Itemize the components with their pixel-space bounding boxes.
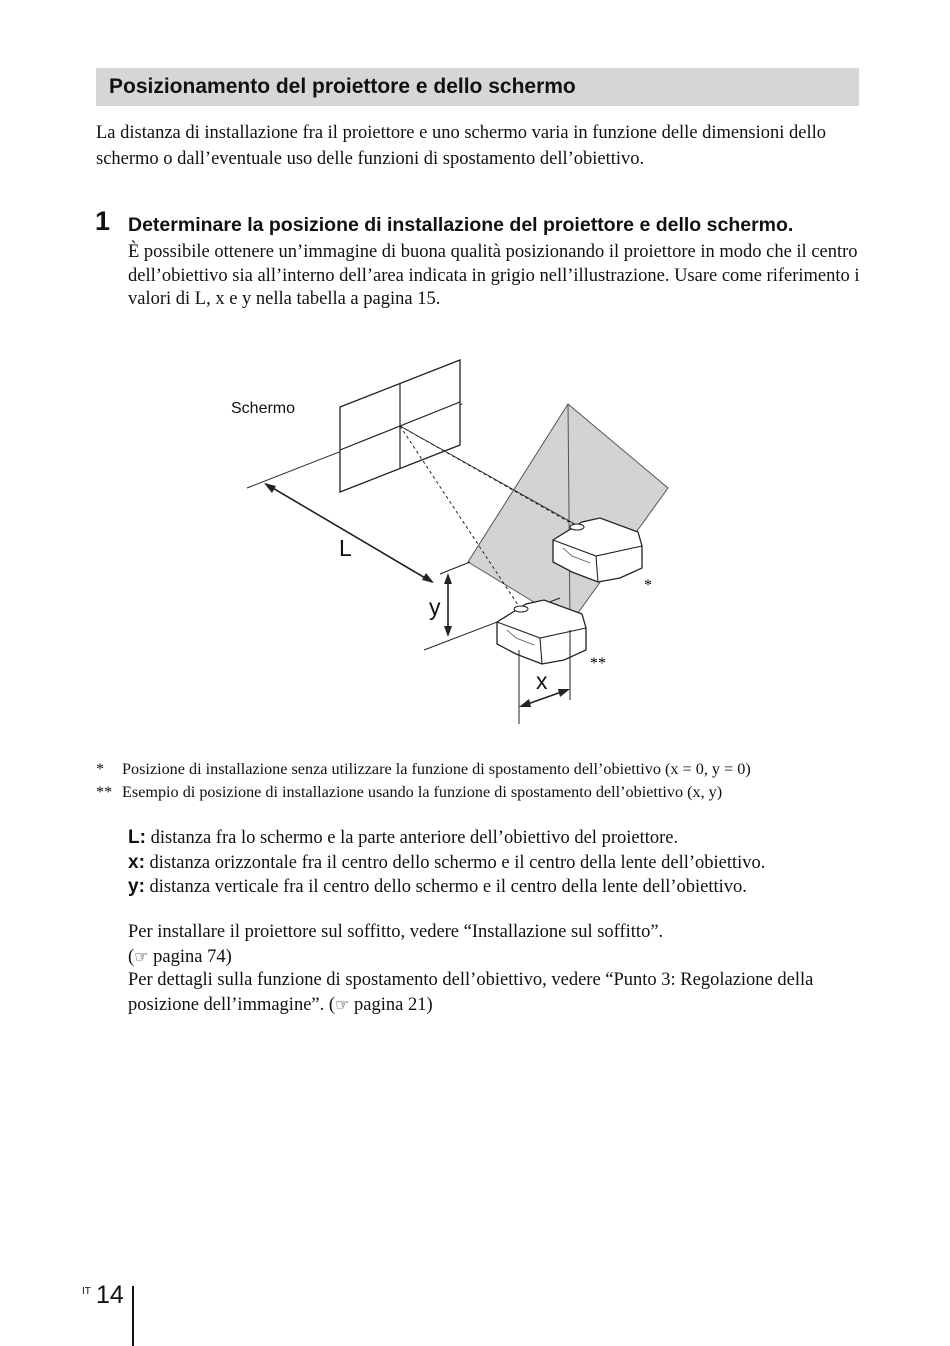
definition-key: L: [128, 827, 146, 848]
pointing-hand-icon: ☞ [335, 994, 350, 1014]
references [128, 921, 888, 1017]
arrowhead-icon [444, 573, 452, 584]
installation-diagram [0, 340, 950, 740]
y-label: y [429, 594, 441, 620]
footnote [96, 781, 886, 804]
footnote-mark: ** [96, 783, 113, 801]
definition-item [128, 826, 888, 851]
footnote-text: Posizione di installazione senza utilizzare la funzione di spostamento dell’obiettivo (x = 0, y = 0) [122, 760, 751, 778]
section-header [96, 68, 859, 106]
definition-item [128, 875, 888, 900]
arrowhead-icon [264, 483, 276, 493]
double-asterisk-mark: ** [590, 655, 606, 672]
section-title: Posizionamento del proiettore e dello schermo [109, 75, 576, 98]
page-reference-link[interactable]: pagina 21) [354, 994, 433, 1015]
definition-text: distanza verticale fra il centro dello schermo e il centro della lente dell’obiettivo. [149, 877, 747, 897]
arrowhead-icon [444, 626, 452, 637]
definition-text: distanza orizzontale fra il centro dello schermo e il centro della lente dell’obiettivo. [149, 852, 766, 873]
lens-shift-reference [128, 969, 888, 1017]
lens-shift-reference-text: Per dettagli sulla funzione di spostamento dell’obiettivo, vedere “Punto 3: Regolazione della posizione dell’immagine”. ( [128, 970, 814, 1015]
footnote-text: Esempio di posizione di installazione usando la funzione di spostamento dell’obiettivo (x, y) [122, 783, 723, 801]
definition-list [128, 826, 888, 900]
y-reference-line [440, 562, 470, 574]
single-asterisk-mark: * [644, 577, 652, 594]
page-reference-link[interactable]: pagina 74) [153, 946, 232, 967]
pointing-hand-icon: ☞ [134, 946, 149, 966]
language-code: IT [82, 1286, 91, 1297]
l-dimension-arrow [266, 484, 432, 582]
arrowhead-icon [558, 689, 570, 697]
step-title: Determinare la posizione di installazione del proiettore e dello schermo. [128, 214, 794, 236]
page-number: 14 [96, 1281, 124, 1309]
definition-key: y: [128, 876, 145, 897]
footnotes [96, 758, 886, 804]
definition-item [128, 851, 888, 876]
footnote [96, 758, 886, 781]
arrowhead-icon [519, 699, 531, 707]
intro-paragraph: La distanza di installazione fra il proiettore e uno schermo varia in funzione delle dimensioni dello schermo o dall’eventuale uso delle funzioni di spostamento dell’obiettivo. [96, 123, 826, 169]
footnote-mark: * [96, 760, 105, 778]
page-ref-open: ( [128, 946, 135, 967]
l-label: L [339, 535, 352, 561]
definition-key: x: [128, 851, 145, 873]
x-label: x [536, 668, 548, 694]
step-number: 1 [95, 206, 111, 236]
screen-label: Schermo [231, 400, 296, 417]
ceiling-reference [128, 921, 888, 969]
ceiling-reference-text: Per installare il proiettore sul soffitto, vedere “Installazione sul soffitto”. [128, 922, 664, 942]
step-body: È possibile ottenere un’immagine di buona qualità posizionando il proiettore in modo che il centro dell’obiettivo sia all’interno dell’area indicata in grigio nell’illustrazione. Usare come riferimento i valori di L, x e y nella tabella a pagina 15. [128, 242, 860, 309]
footer-rule [132, 1286, 134, 1346]
definition-text: distanza fra lo schermo e la parte anteriore dell’obiettivo del proiettore. [150, 828, 679, 848]
arrowhead-icon [422, 573, 434, 583]
